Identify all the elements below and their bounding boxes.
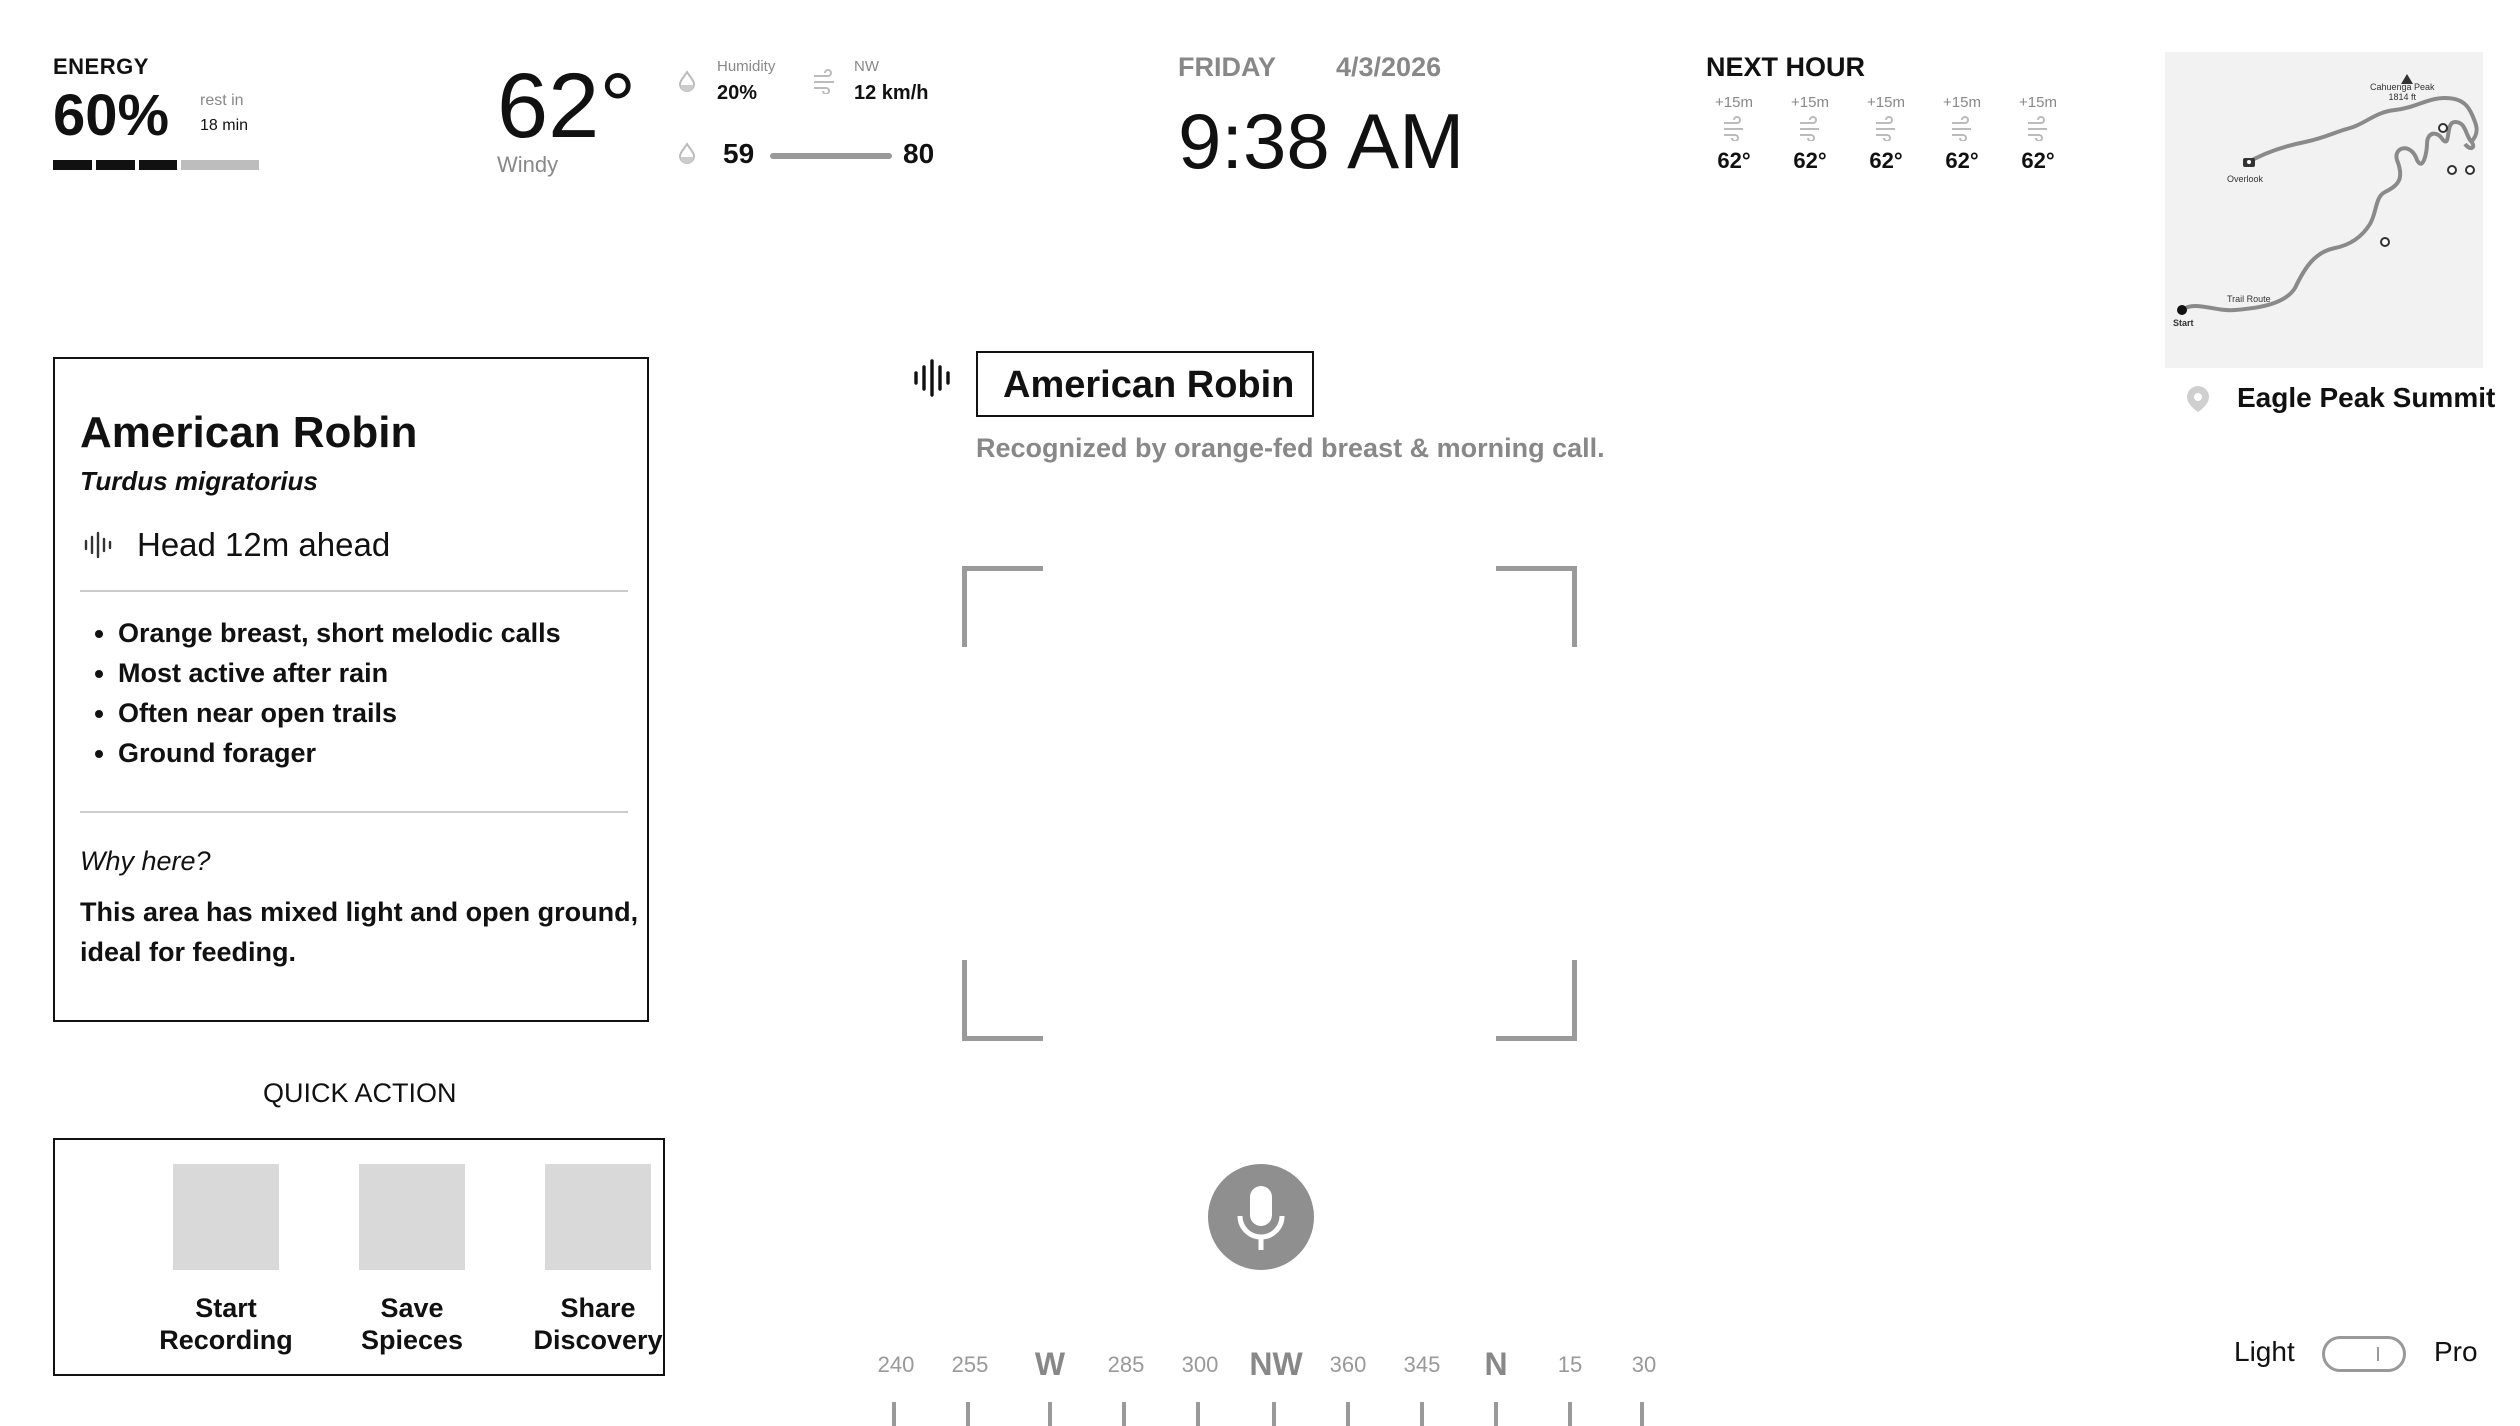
why-here-title: Why here? — [80, 846, 211, 876]
next-hour-title: NEXT HOUR — [1706, 52, 1866, 82]
humidity-icon — [676, 70, 698, 92]
compass-tick — [1272, 1402, 1276, 1426]
wind-icon — [812, 68, 838, 94]
list-item: • Orange breast, short melodic calls — [118, 620, 561, 647]
energy-bar-segment — [96, 160, 135, 170]
compass-label: 360 — [1329, 1352, 1367, 1377]
compass-label: 15 — [1557, 1352, 1583, 1377]
forecast-temp: 62° — [1945, 148, 1979, 173]
mode-toggle-switch[interactable] — [2322, 1336, 2406, 1372]
compass-tick — [1346, 1402, 1350, 1426]
wind-icon — [1721, 115, 1747, 141]
viewfinder-corner-top-left — [962, 566, 1043, 647]
forecast-item — [1772, 94, 1848, 174]
compass-tick — [1640, 1402, 1644, 1426]
location-pin-icon — [2183, 384, 2213, 414]
bird-name: American Robin — [80, 408, 418, 457]
temp-range-icon — [676, 142, 698, 164]
compass-label: 30 — [1631, 1352, 1657, 1377]
compass-label: 300 — [1181, 1352, 1219, 1377]
energy-bar-segment — [53, 160, 92, 170]
toggle-label-light: Light — [2234, 1336, 2295, 1367]
forecast-time: +15m — [1715, 94, 1753, 111]
card-divider — [80, 590, 628, 592]
forecast-item — [1696, 94, 1772, 174]
clock-time: 9:38 AM — [1178, 97, 1465, 185]
list-item: • Often near open trails — [118, 700, 561, 727]
sound-wave-icon — [82, 530, 112, 560]
trail-map[interactable] — [2165, 52, 2483, 368]
forecast-temp: 62° — [1793, 148, 1827, 173]
overlook-label: Overlook — [2227, 174, 2264, 184]
quick-action-title: QUICK ACTION — [263, 1078, 457, 1108]
save-species-button[interactable] — [319, 1164, 505, 1356]
forecast-item — [1924, 94, 2000, 174]
humidity-value: 20% — [717, 82, 758, 104]
energy-bar-segment — [181, 160, 259, 170]
compass-label: NW — [1249, 1346, 1303, 1382]
compass-tick — [1048, 1402, 1052, 1426]
forecast-item — [1848, 94, 1924, 174]
list-item: • Most active after rain — [118, 660, 561, 687]
start-recording-icon — [173, 1164, 279, 1270]
energy-value: 60% — [53, 83, 170, 148]
bird-traits-list — [80, 620, 561, 780]
compass-tick — [1420, 1402, 1424, 1426]
toggle-label-pro: Pro — [2434, 1336, 2478, 1367]
button-label: Share Discovery — [533, 1293, 663, 1355]
forecast-temp: 62° — [1869, 148, 1903, 173]
peak-name: Cahuenga Peak — [2370, 82, 2435, 92]
date: 4/3/2026 — [1336, 52, 1442, 82]
location-name[interactable]: Eagle Peak Summit — [2237, 382, 2496, 413]
compass-label: W — [1034, 1346, 1066, 1382]
viewfinder-corner-bottom-right — [1496, 960, 1577, 1041]
start-recording-button[interactable] — [133, 1164, 319, 1356]
weekday: FRIDAY — [1178, 52, 1277, 82]
forecast-time: +15m — [1867, 94, 1905, 111]
bird-direction: Head 12m ahead — [137, 526, 391, 563]
wind-direction: NW — [854, 58, 879, 75]
temp-range-bar — [770, 153, 892, 159]
compass-tick — [1196, 1402, 1200, 1426]
trail-route-drawing — [2165, 52, 2483, 368]
compass-tick — [966, 1402, 970, 1426]
compass-label: N — [1484, 1346, 1508, 1382]
recognition-description: Recognized by orange-fed breast & morning call. — [976, 433, 1605, 463]
compass-label: 255 — [951, 1352, 989, 1377]
compass-tick — [1494, 1402, 1498, 1426]
microphone-button[interactable] — [1208, 1164, 1314, 1270]
wind-icon — [1873, 115, 1899, 141]
peak-label — [2370, 82, 2435, 102]
wind-speed: 12 km/h — [854, 82, 929, 104]
button-label: Start Recording — [159, 1293, 293, 1355]
energy-rest-label: rest in — [200, 92, 244, 109]
humidity-label: Humidity — [717, 58, 776, 75]
save-species-icon — [359, 1164, 465, 1270]
compass-label: 240 — [877, 1352, 915, 1377]
why-here-text: This area has mixed light and open ground, ideal for feeding. — [80, 897, 639, 967]
forecast-item — [2000, 94, 2076, 174]
wind-icon — [2025, 115, 2051, 141]
toggle-knob-mark — [2377, 1347, 2379, 1361]
temp-high: 80 — [903, 138, 935, 169]
forecast-time: +15m — [1791, 94, 1829, 111]
peak-elevation: 1814 ft — [2388, 92, 2417, 102]
recognized-bird-name: American Robin — [1003, 364, 1295, 406]
start-label: Start — [2173, 318, 2194, 328]
wind-icon — [1797, 115, 1823, 141]
sound-wave-icon — [912, 358, 952, 398]
compass-tick — [892, 1402, 896, 1426]
compass-label: 285 — [1107, 1352, 1145, 1377]
energy-rest-time: 18 min — [200, 117, 249, 134]
weather-condition: Windy — [497, 152, 559, 177]
compass-strip[interactable] — [860, 1340, 1660, 1418]
card-divider — [80, 811, 628, 813]
share-discovery-button[interactable] — [505, 1164, 691, 1356]
share-discovery-icon — [545, 1164, 651, 1270]
compass-tick — [1122, 1402, 1126, 1426]
wind-icon — [1949, 115, 1975, 141]
forecast-temp: 62° — [2021, 148, 2055, 173]
viewfinder-corner-bottom-left — [962, 960, 1043, 1041]
forecast-temp: 62° — [1717, 148, 1751, 173]
energy-label: ENERGY — [53, 54, 149, 79]
next-hour-forecast — [1696, 94, 2076, 174]
energy-bar — [53, 160, 259, 170]
bird-scientific-name: Turdus migratorius — [80, 466, 318, 496]
viewfinder-corner-top-right — [1496, 566, 1577, 647]
route-label: Trail Route — [2227, 294, 2271, 304]
forecast-time: +15m — [2019, 94, 2057, 111]
temperature: 62° — [497, 55, 637, 157]
microphone-icon — [1208, 1164, 1314, 1270]
button-label: Save Spieces — [360, 1293, 464, 1355]
quick-action-panel — [53, 1138, 665, 1376]
list-item: • Ground forager — [118, 740, 561, 767]
energy-bar-segment — [139, 160, 178, 170]
compass-label: 345 — [1403, 1352, 1441, 1377]
temp-low: 59 — [723, 138, 755, 169]
compass-tick — [1568, 1402, 1572, 1426]
forecast-time: +15m — [1943, 94, 1981, 111]
